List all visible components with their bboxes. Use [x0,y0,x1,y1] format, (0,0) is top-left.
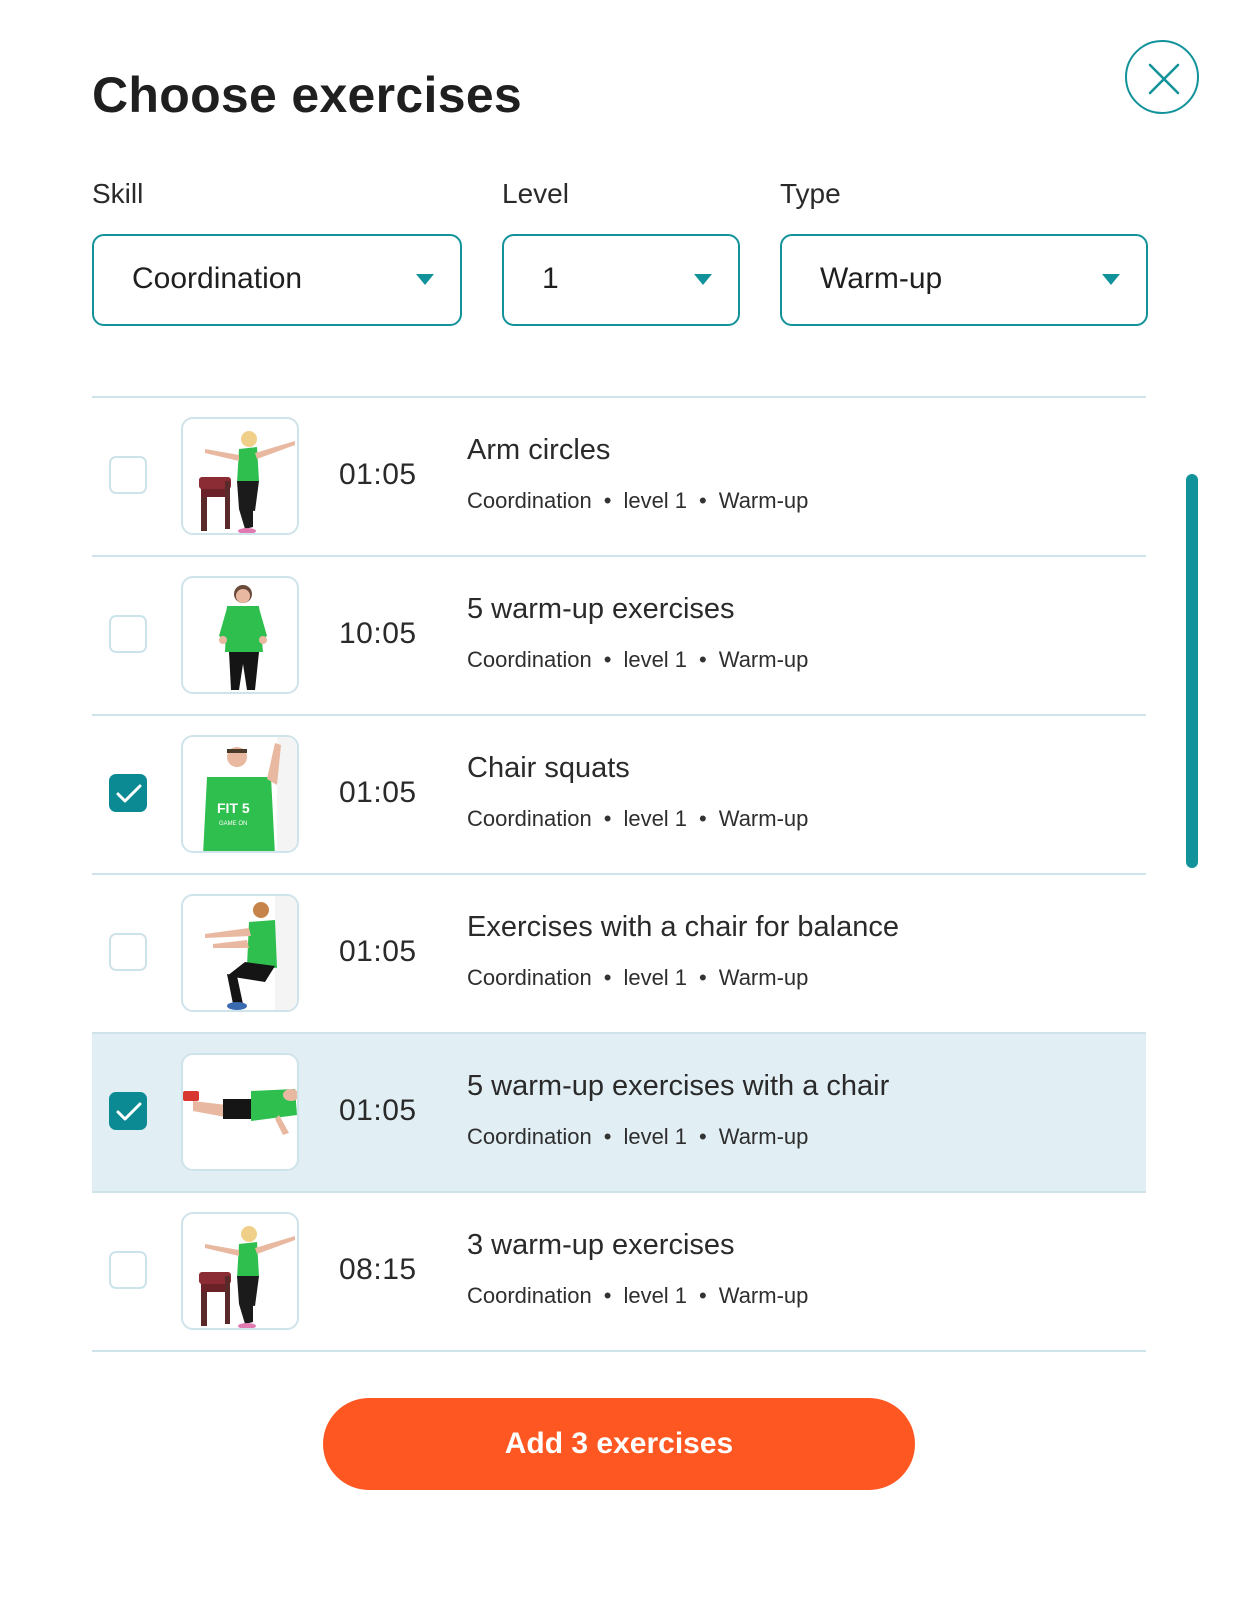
exercise-meta [467,965,808,991]
add-exercises-button[interactable]: Add 3 exercises [323,1398,915,1490]
level-select-value: 1 [542,262,559,295]
separator-dot: • [699,488,707,513]
exercise-skill: Coordination [467,965,592,990]
exercise-row[interactable] [92,398,1146,557]
exercise-checkbox[interactable] [109,933,147,971]
type-select[interactable] [780,234,1148,326]
checkmark-icon [116,783,142,805]
exercise-type: Warm-up [718,1283,809,1308]
exercise-level: level 1 [623,965,688,990]
exercise-list [92,396,1146,1352]
skill-select-value: Coordination [132,262,303,295]
exercise-title: Chair squats [467,752,630,784]
exercise-skill: Coordination [467,647,592,672]
exercise-row[interactable] [92,557,1146,716]
separator-dot: • [603,965,612,990]
separator-dot: • [699,1283,707,1308]
exercise-thumbnail [181,894,299,1012]
exercise-skill: Coordination [467,1124,592,1149]
chevron-down-icon [1102,274,1120,285]
type-label: Type [780,178,841,209]
chevron-down-icon [694,274,712,285]
skill-label: Skill [92,178,144,209]
separator-dot: • [603,1124,612,1149]
exercise-thumbnail [181,1212,299,1330]
exercise-level: level 1 [623,647,688,672]
exercise-thumbnail [181,1053,299,1171]
chevron-down-icon [416,274,434,285]
checkmark-icon [116,1101,142,1123]
exercise-checkbox[interactable] [109,1251,147,1289]
separator-dot: • [699,965,707,990]
skill-select[interactable] [92,234,462,326]
separator-dot: • [699,1124,707,1149]
exercise-type: Warm-up [718,965,809,990]
exercise-row[interactable] [92,1193,1146,1352]
exercise-duration: 01:05 [339,458,417,491]
level-select[interactable] [502,234,740,326]
exercise-type: Warm-up [718,647,809,672]
exercise-meta [467,1283,808,1309]
close-button[interactable] [1125,40,1199,114]
exercise-level: level 1 [623,1283,688,1308]
exercise-level: level 1 [623,488,688,513]
separator-dot: • [699,806,707,831]
separator-dot: • [603,647,612,672]
exercise-thumbnail [181,417,299,535]
exercise-checkbox[interactable] [109,456,147,494]
exercise-level: level 1 [623,1124,688,1149]
exercise-row[interactable] [92,716,1146,875]
separator-dot: • [603,806,612,831]
separator-dot: • [603,488,612,513]
exercise-meta [467,647,808,673]
exercise-meta [467,488,808,514]
exercise-checkbox[interactable] [109,774,147,812]
exercise-row[interactable] [92,1034,1146,1193]
exercise-title: 5 warm-up exercises with a chair [467,1070,890,1102]
exercise-duration: 08:15 [339,1253,417,1286]
exercise-duration: 01:05 [339,776,417,809]
exercise-checkbox[interactable] [109,1092,147,1130]
exercise-skill: Coordination [467,1283,592,1308]
exercise-title: Exercises with a chair for balance [467,911,899,943]
svg-text:FIT 5: FIT 5 [217,800,250,816]
close-icon [1147,62,1181,96]
separator-dot: • [699,647,707,672]
exercise-meta [467,1124,808,1150]
page-title: Choose exercises [92,67,523,123]
svg-text:GAME ON: GAME ON [219,821,248,827]
separator-dot: • [603,1283,612,1308]
exercise-duration: 10:05 [339,617,417,650]
exercise-meta [467,806,808,832]
type-select-value: Warm-up [820,262,943,295]
exercise-type: Warm-up [718,806,809,831]
exercise-row[interactable] [92,875,1146,1034]
exercise-thumbnail [181,576,299,694]
exercise-type: Warm-up [718,1124,809,1149]
exercise-type: Warm-up [718,488,809,513]
exercise-title: Arm circles [467,434,611,466]
exercise-thumbnail [181,735,299,853]
exercise-title: 5 warm-up exercises [467,593,735,625]
level-label: Level [502,178,569,209]
exercise-duration: 01:05 [339,1094,417,1127]
exercise-skill: Coordination [467,488,592,513]
exercise-title: 3 warm-up exercises [467,1229,735,1261]
list-scrollbar[interactable] [1186,474,1198,868]
exercise-skill: Coordination [467,806,592,831]
exercise-level: level 1 [623,806,688,831]
exercise-duration: 01:05 [339,935,417,968]
exercise-checkbox[interactable] [109,615,147,653]
